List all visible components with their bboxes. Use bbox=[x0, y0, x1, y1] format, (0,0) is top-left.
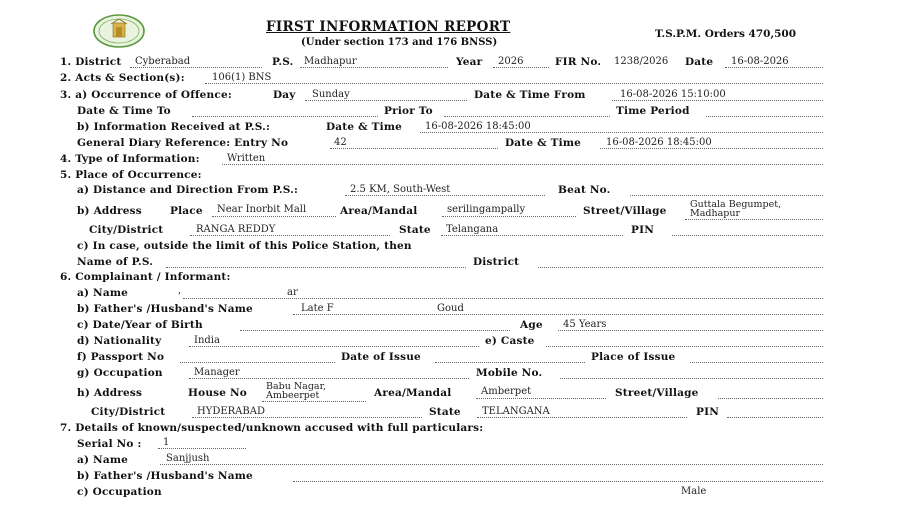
type-info-label: 4. Type of Information: bbox=[60, 153, 200, 165]
name-of-ps-label: Name of P.S. bbox=[77, 256, 154, 268]
gd-date-time-value: 16-08-2026 18:45:00 bbox=[606, 137, 712, 148]
street-village-value-line2: Madhapur bbox=[690, 208, 740, 219]
pin-2-label: PIN bbox=[696, 406, 720, 418]
date-time-from-label: Date & Time From bbox=[474, 89, 586, 101]
accused-name-label: a) Name bbox=[77, 454, 129, 466]
year-value: 2026 bbox=[498, 56, 524, 67]
nationality-value: India bbox=[194, 335, 220, 346]
place-value: Near Inorbit Mall bbox=[217, 204, 307, 215]
state-value: Telangana bbox=[446, 224, 499, 235]
state-label: State bbox=[399, 224, 431, 236]
area-mandal-2-value: Amberpet bbox=[481, 386, 532, 397]
accused-gender-value: Male bbox=[681, 486, 707, 497]
day-value: Sunday bbox=[312, 89, 350, 100]
pin-label: PIN bbox=[631, 224, 655, 236]
date-value: 16-08-2026 bbox=[731, 56, 789, 67]
state-2-value: TELANGANA bbox=[482, 406, 550, 417]
accused-details-label: 7. Details of known/suspected/unknown accused with full particulars: bbox=[60, 422, 484, 434]
area-mandal-label: Area/Mandal bbox=[340, 205, 418, 217]
telangana-emblem-logo bbox=[93, 14, 145, 48]
type-info-value: Written bbox=[227, 153, 266, 164]
complainant-name-value-post: ar bbox=[287, 287, 298, 298]
serial-no-value: 1 bbox=[163, 437, 170, 448]
info-received-label: b) Information Received at P.S.: bbox=[77, 121, 271, 133]
outside-limit-label: c) In case, outside the limit of this Police Station, then bbox=[77, 240, 412, 252]
gd-date-time-label: Date & Time bbox=[505, 137, 582, 149]
street-village-2-label: Street/Village bbox=[615, 387, 699, 399]
street-village-value-line1: Guttala Begumpet, bbox=[690, 199, 782, 210]
prior-to-label: Prior To bbox=[384, 105, 433, 117]
acts-label: 2. Acts & Section(s): bbox=[60, 72, 185, 84]
city-district-label: City/District bbox=[89, 224, 164, 236]
date-of-issue-label: Date of Issue bbox=[341, 351, 421, 363]
occupation-label: g) Occupation bbox=[77, 367, 163, 379]
district-label: 1. District bbox=[60, 56, 122, 68]
house-no-label: House No bbox=[188, 387, 248, 399]
age-label: Age bbox=[520, 319, 543, 331]
accused-father-label: b) Father's /Husband's Name bbox=[77, 470, 253, 482]
serial-no-label: Serial No : bbox=[77, 438, 142, 450]
address-h-label: h) Address bbox=[77, 387, 143, 399]
orders-reference: T.S.P.M. Orders 470,500 bbox=[655, 28, 797, 40]
form-title: FIRST INFORMATION REPORT bbox=[266, 19, 511, 35]
beat-no-label: Beat No. bbox=[558, 184, 611, 196]
day-label: Day bbox=[273, 89, 296, 101]
caste-label: e) Caste bbox=[485, 335, 535, 347]
ps-label: P.S. bbox=[272, 56, 294, 68]
state-2-label: State bbox=[429, 406, 461, 418]
place-label: Place bbox=[170, 205, 203, 217]
fir-no-value: 1238/2026 bbox=[614, 56, 669, 67]
nationality-label: d) Nationality bbox=[77, 335, 162, 347]
info-date-time-label: Date & Time bbox=[326, 121, 403, 133]
city-district-value: RANGA REDDY bbox=[196, 224, 276, 235]
complainant-name-label: a) Name bbox=[77, 287, 129, 299]
complainant-label: 6. Complainant / Informant: bbox=[60, 271, 231, 283]
passport-label: f) Passport No bbox=[77, 351, 165, 363]
year-label: Year bbox=[456, 56, 483, 68]
city-district-2-value: HYDERABAD bbox=[197, 406, 265, 417]
age-value: 45 Years bbox=[563, 319, 607, 330]
time-period-label: Time Period bbox=[616, 105, 690, 117]
date-label: Date bbox=[685, 56, 714, 68]
dob-label: c) Date/Year of Birth bbox=[77, 319, 203, 331]
form-subtitle: (Under section 173 and 176 BNSS) bbox=[301, 37, 498, 48]
complainant-father-value-1: Late F bbox=[301, 303, 334, 314]
date-time-from-value: 16-08-2026 15:10:00 bbox=[620, 89, 726, 100]
info-date-time-value: 16-08-2026 18:45:00 bbox=[425, 121, 531, 132]
place-of-occurrence-label: 5. Place of Occurrence: bbox=[60, 169, 202, 181]
distance-value: 2.5 KM, South-West bbox=[350, 184, 451, 195]
accused-name-value: Sanjjush bbox=[166, 453, 210, 464]
place-of-issue-label: Place of Issue bbox=[591, 351, 676, 363]
area-mandal-value: serilingampally bbox=[447, 204, 526, 215]
accused-occupation-label: c) Occupation bbox=[77, 486, 162, 498]
acts-value: 106(1) BNS bbox=[212, 72, 272, 83]
date-time-to-label: Date & Time To bbox=[77, 105, 171, 117]
address-b-label: b) Address bbox=[77, 205, 142, 217]
ps-value: Madhapur bbox=[304, 56, 357, 67]
house-no-value-line2: Ambeerpet bbox=[266, 390, 320, 401]
area-mandal-2-label: Area/Mandal bbox=[374, 387, 452, 399]
house-no-value-line1: Babu Nagar, bbox=[266, 381, 327, 392]
gd-entry-value: 42 bbox=[334, 137, 347, 148]
district-value: Cyberabad bbox=[135, 56, 191, 67]
complainant-father-label: b) Father's /Husband's Name bbox=[77, 303, 253, 315]
mobile-label: Mobile No. bbox=[476, 367, 543, 379]
district-2-label: District bbox=[473, 256, 520, 268]
fir-no-label: FIR No. bbox=[555, 56, 602, 68]
occurrence-label: 3. a) Occurrence of Offence: bbox=[60, 89, 232, 101]
complainant-name-value-pre: , bbox=[178, 285, 182, 296]
gd-reference-label: General Diary Reference: Entry No bbox=[77, 137, 289, 149]
city-district-2-label: City/District bbox=[91, 406, 166, 418]
distance-label: a) Distance and Direction From P.S.: bbox=[77, 184, 299, 196]
complainant-father-value-2: Goud bbox=[437, 303, 464, 314]
occupation-value: Manager bbox=[194, 367, 240, 378]
street-village-label: Street/Village bbox=[583, 205, 667, 217]
